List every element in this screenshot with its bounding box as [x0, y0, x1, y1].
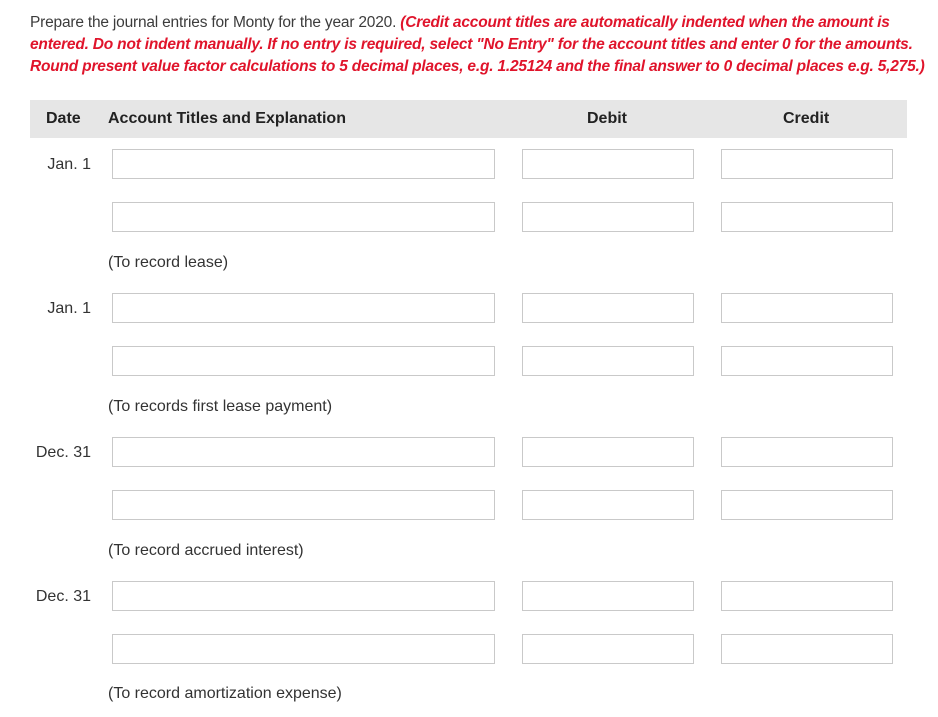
instructions-text: Prepare the journal entries for Monty for the year 2020. — [30, 14, 401, 31]
debit-field[interactable] — [522, 634, 694, 664]
account-title-field[interactable] — [112, 634, 495, 664]
account-title-field[interactable] — [112, 202, 495, 232]
entry-explanation: (To record amortization expense) — [108, 685, 342, 702]
table-header — [30, 100, 907, 138]
account-title-field[interactable] — [112, 149, 495, 179]
credit-field[interactable] — [721, 490, 893, 520]
entry-explanation: (To record accrued interest) — [108, 542, 304, 559]
entry-date: Jan. 1 — [47, 156, 91, 173]
header-account: Account Titles and Explanation — [108, 110, 346, 127]
instructions-warning: (Credit account titles are automatically indented when the amount is entered. Do not indent manually. If no entry is required, select "No Entry" for the account titles and enter 0 for the amounts. Round present value factor calculations to 5 decimal places, e.g. 1.25124 and the final answer to 0 decimal places e.g. 5,275.) — [30, 14, 925, 75]
instructions — [30, 12, 930, 78]
debit-field[interactable] — [522, 346, 694, 376]
account-title-field[interactable] — [112, 437, 495, 467]
debit-field[interactable] — [522, 437, 694, 467]
credit-field[interactable] — [721, 202, 893, 232]
debit-field[interactable] — [522, 202, 694, 232]
credit-field[interactable] — [721, 293, 893, 323]
entry-date: Dec. 31 — [35, 588, 91, 605]
account-title-field[interactable] — [112, 293, 495, 323]
debit-field[interactable] — [522, 581, 694, 611]
account-title-field[interactable] — [112, 581, 495, 611]
entry-explanation: (To record lease) — [108, 254, 229, 271]
credit-field[interactable] — [721, 634, 893, 664]
debit-field[interactable] — [522, 293, 694, 323]
entry-explanation: (To records first lease payment) — [108, 398, 333, 415]
header-credit: Credit — [783, 110, 830, 127]
credit-field[interactable] — [721, 346, 893, 376]
credit-field[interactable] — [721, 581, 893, 611]
credit-field[interactable] — [721, 437, 893, 467]
credit-field[interactable] — [721, 149, 893, 179]
header-debit: Debit — [587, 110, 627, 127]
debit-field[interactable] — [522, 149, 694, 179]
account-title-field[interactable] — [112, 490, 495, 520]
entry-date: Dec. 31 — [35, 444, 91, 461]
account-title-field[interactable] — [112, 346, 495, 376]
entry-date: Jan. 1 — [47, 300, 91, 317]
debit-field[interactable] — [522, 490, 694, 520]
header-date: Date — [46, 110, 81, 127]
